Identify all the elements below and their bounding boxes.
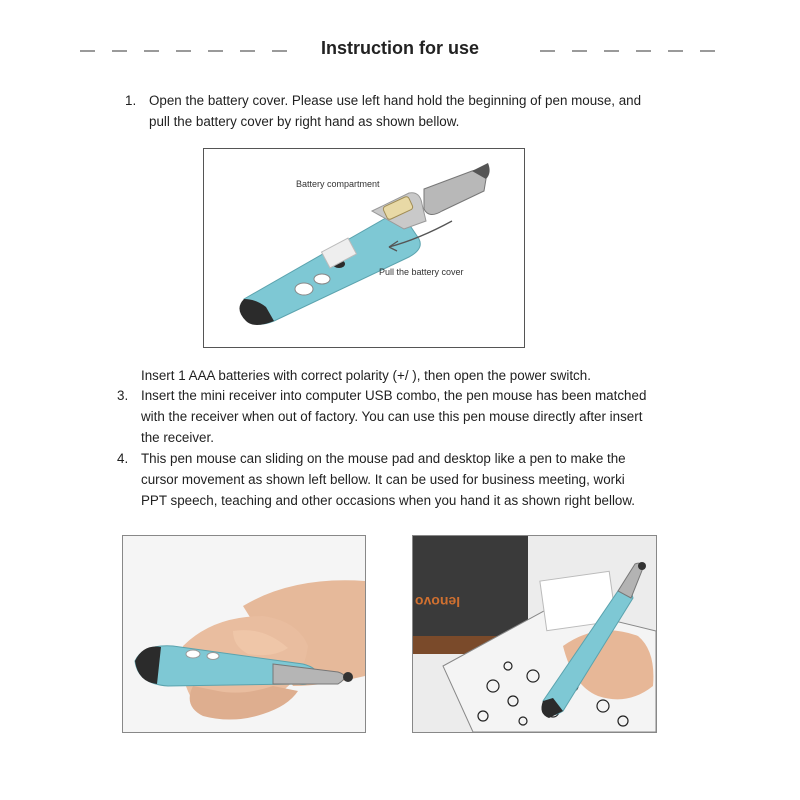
dash [700,50,715,52]
pull-cover-label: Pull the battery cover [379,267,464,277]
step-1-line-2: pull the battery cover by right hand as shown bellow. [149,114,460,129]
step-3-line-2: with the receiver when out of factory. You can use this pen mouse directly after insert [141,409,643,424]
pen-on-mousepad-illustration [413,536,656,732]
step-4-line-1: This pen mouse can sliding on the mouse pad and desktop like a pen to make the [141,451,626,466]
step-3-number: 3. [117,388,129,403]
dash [604,50,619,52]
laptop-lid [413,536,528,636]
pen-button [314,274,330,284]
dash [540,50,555,52]
pen-tip [135,647,161,684]
dash [636,50,651,52]
step-2-text [141,365,701,386]
step-1-line-1: Open the battery cover. Please use left hand hold the beginning of pen mouse, and [149,93,642,108]
step-4-line-2: cursor movement as shown left bellow. It can be used for business meeting, worki [141,472,625,487]
step-2-line-1: Insert 1 AAA batteries with correct polarity (+/ ), then open the power switch. [141,368,591,383]
hand-holding-pen-photo [122,535,366,733]
step-1-text [149,90,709,132]
step-4-number: 4. [117,451,129,466]
laptop-brand: lenovo [415,594,461,610]
step-4-text [141,448,701,511]
pen-nib [638,562,646,570]
step-3-text [141,385,701,448]
step-4-line-3: PPT speech, teaching and other occasions when you hand it as shown right bellow. [141,493,636,508]
battery-figure [203,148,525,348]
page-title: Instruction for use [320,38,479,58]
battery-cover [424,170,486,215]
step-3-line-1: Insert the mini receiver into computer USB combo, the pen mouse has been matched [141,388,647,403]
battery-compartment-label: Battery compartment [296,179,380,189]
pen-button [295,283,313,295]
pen-on-mousepad-photo [412,535,657,733]
pen-button [207,653,219,660]
hand-holding-pen-illustration [123,536,365,732]
step-1-number: 1. [125,93,137,108]
pen-nib [343,672,353,682]
dash [668,50,683,52]
header-dashes-right [540,50,715,52]
dash [572,50,587,52]
step-3-line-3: the receiver. [141,430,214,445]
pen-button [186,650,200,658]
